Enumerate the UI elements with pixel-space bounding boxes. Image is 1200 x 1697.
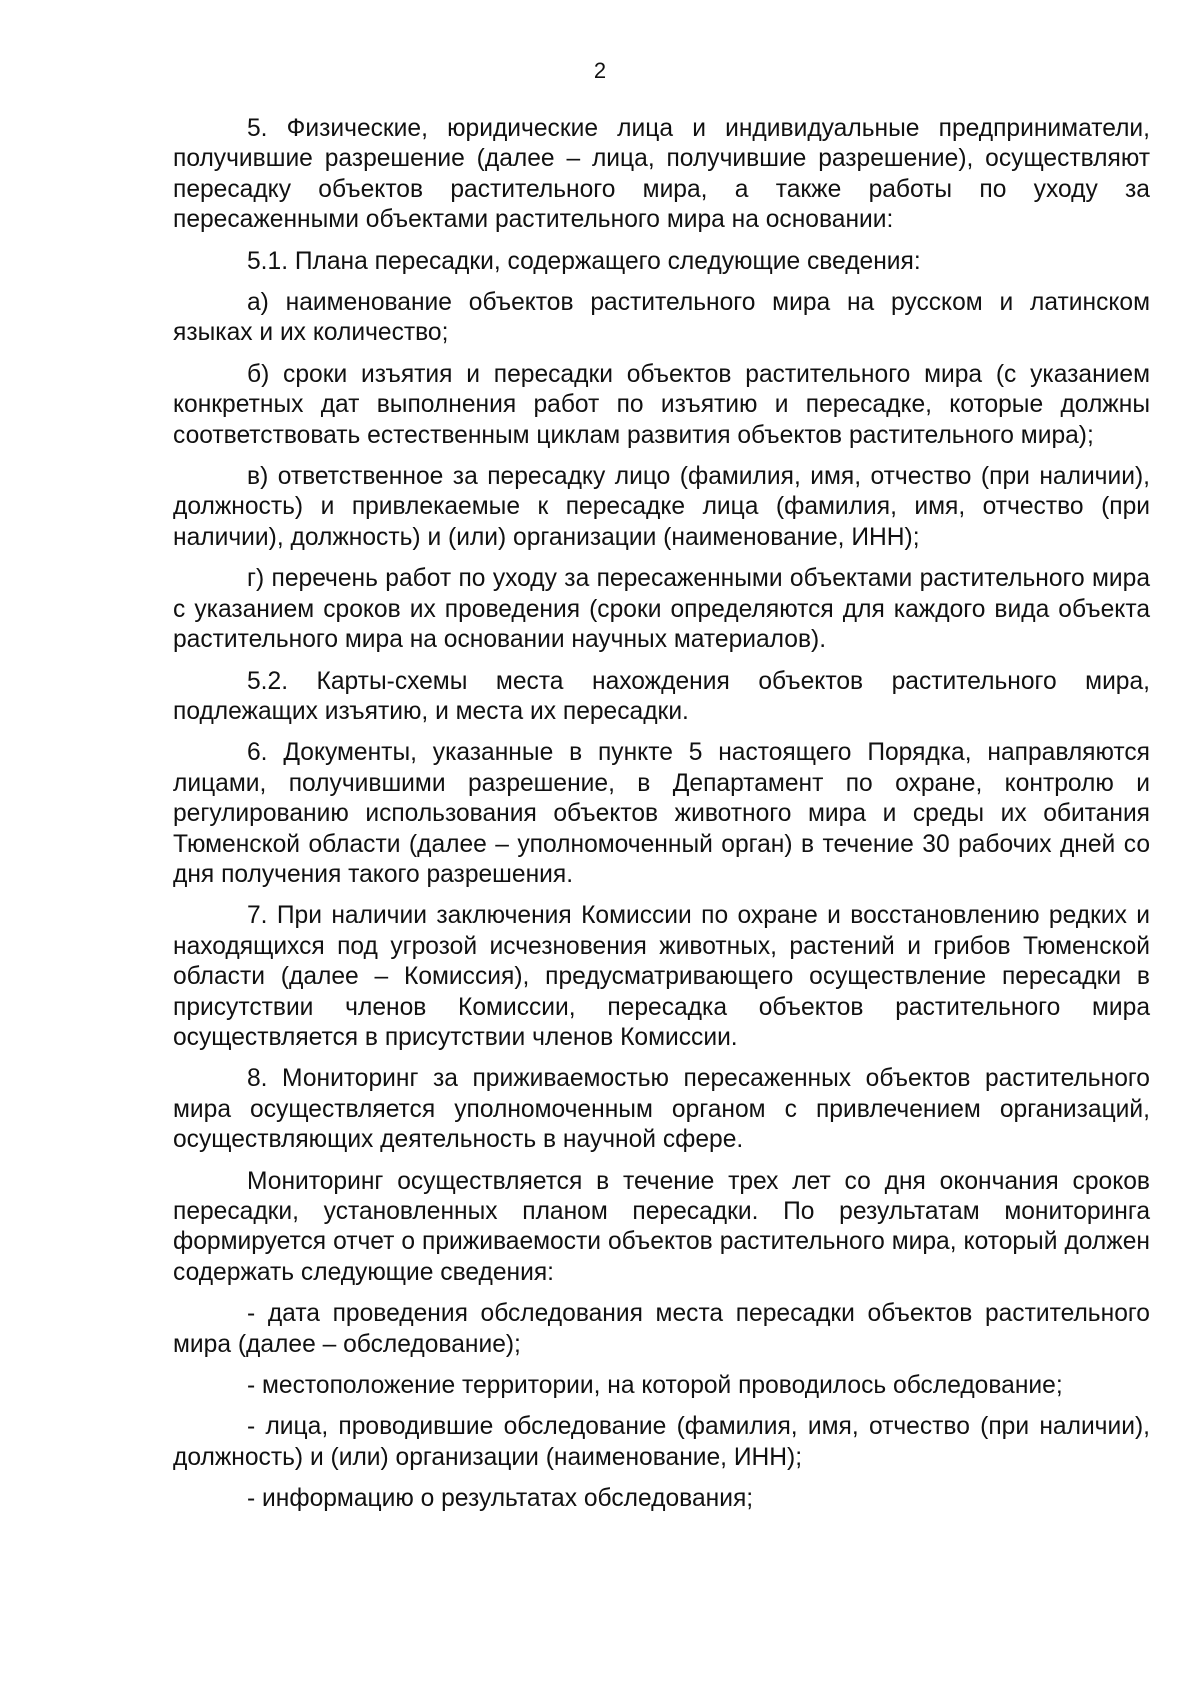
paragraph-5-1-b: б) сроки изъятия и пересадки объектов растительного мира (с указанием конкретных дат выполнения работ по изъятию и пересадке, которые должны соответствовать естественным циклам развития объектов растительного мира); xyxy=(173,360,1150,449)
document-body xyxy=(173,114,1150,1526)
paragraph-monitoring: Мониторинг осуществляется в течение трех лет со дня окончания сроков пересадки, установленных планом пересадки. По результатам мониторинга формируется отчет о приживаемости объектов растительного мира, который должен содержать следующие сведения: xyxy=(173,1167,1150,1286)
paragraph-5-1: 5.1. Плана пересадки, содержащего следующие сведения: xyxy=(247,247,921,275)
list-item-survey-date: - дата проведения обследования места пересадки объектов растительного мира (далее – обследование); xyxy=(173,1300,1150,1358)
paragraph-5-2: 5.2. Карты-схемы места нахождения объектов растительного мира, подлежащих изъятию, и места их пересадки. xyxy=(173,667,1150,725)
list-item-territory-location: - местоположение территории, на которой проводилось обследование; xyxy=(247,1372,1063,1400)
paragraph-5-1-v: в) ответственное за пересадку лицо (фамилия, имя, отчество (при наличии), должность) и привлекаемые к пересадке лица (фамилия, имя, отчество (при наличии), должность) и (или) организации (наименование, ИНН); xyxy=(173,463,1150,551)
list-item-surveyors: - лица, проводившие обследование (фамилия, имя, отчество (при наличии), должность) и (или) организации (наименование, ИНН); xyxy=(173,1413,1150,1471)
paragraph-6: 6. Документы, указанные в пункте 5 настоящего Порядка, направляются лицами, получившими разрешение, в Департамент по охране, контролю и регулированию использования объектов животного мира и среды их обитания Тюменской области (далее – уполномоченный орган) в течение 30 рабочих дней со дня получения такого разрешения. xyxy=(173,739,1150,888)
paragraph-5-1-g: г) перечень работ по уходу за пересаженными объектами растительного мира с указанием сроков их проведения (сроки определяются для каждого вида объекта растительного мира на основании научных материалов). xyxy=(173,565,1150,654)
paragraph-5: 5. Физические, юридические лица и индивидуальные предприниматели, получившие разрешение (далее – лица, получившие разрешение), осуществляют пересадку объектов растительного мира, а также работы по уходу за пересаженными объектами растительного мира на основании: xyxy=(173,115,1150,234)
paragraph-5-1-a: а) наименование объектов растительного мира на русском и латинском языках и их количество; xyxy=(173,289,1150,347)
paragraph-7: 7. При наличии заключения Комиссии по охране и восстановлению редких и находящихся под угрозой исчезновения животных, растений и грибов Тюменской области (далее – Комиссия), предусматривающего осуществление пересадки в присутствии членов Комиссии, пересадка объектов растительного мира осуществляется в присутствии членов Комиссии. xyxy=(173,902,1150,1051)
page-number: 2 xyxy=(593,58,607,83)
paragraph-8: 8. Мониторинг за приживаемостью пересаженных объектов растительного мира осуществляется уполномоченным органом с привлечением организаций, осуществляющих деятельность в научной сфере. xyxy=(173,1065,1150,1154)
list-item-survey-results: - информацию о результатах обследования; xyxy=(247,1485,754,1513)
